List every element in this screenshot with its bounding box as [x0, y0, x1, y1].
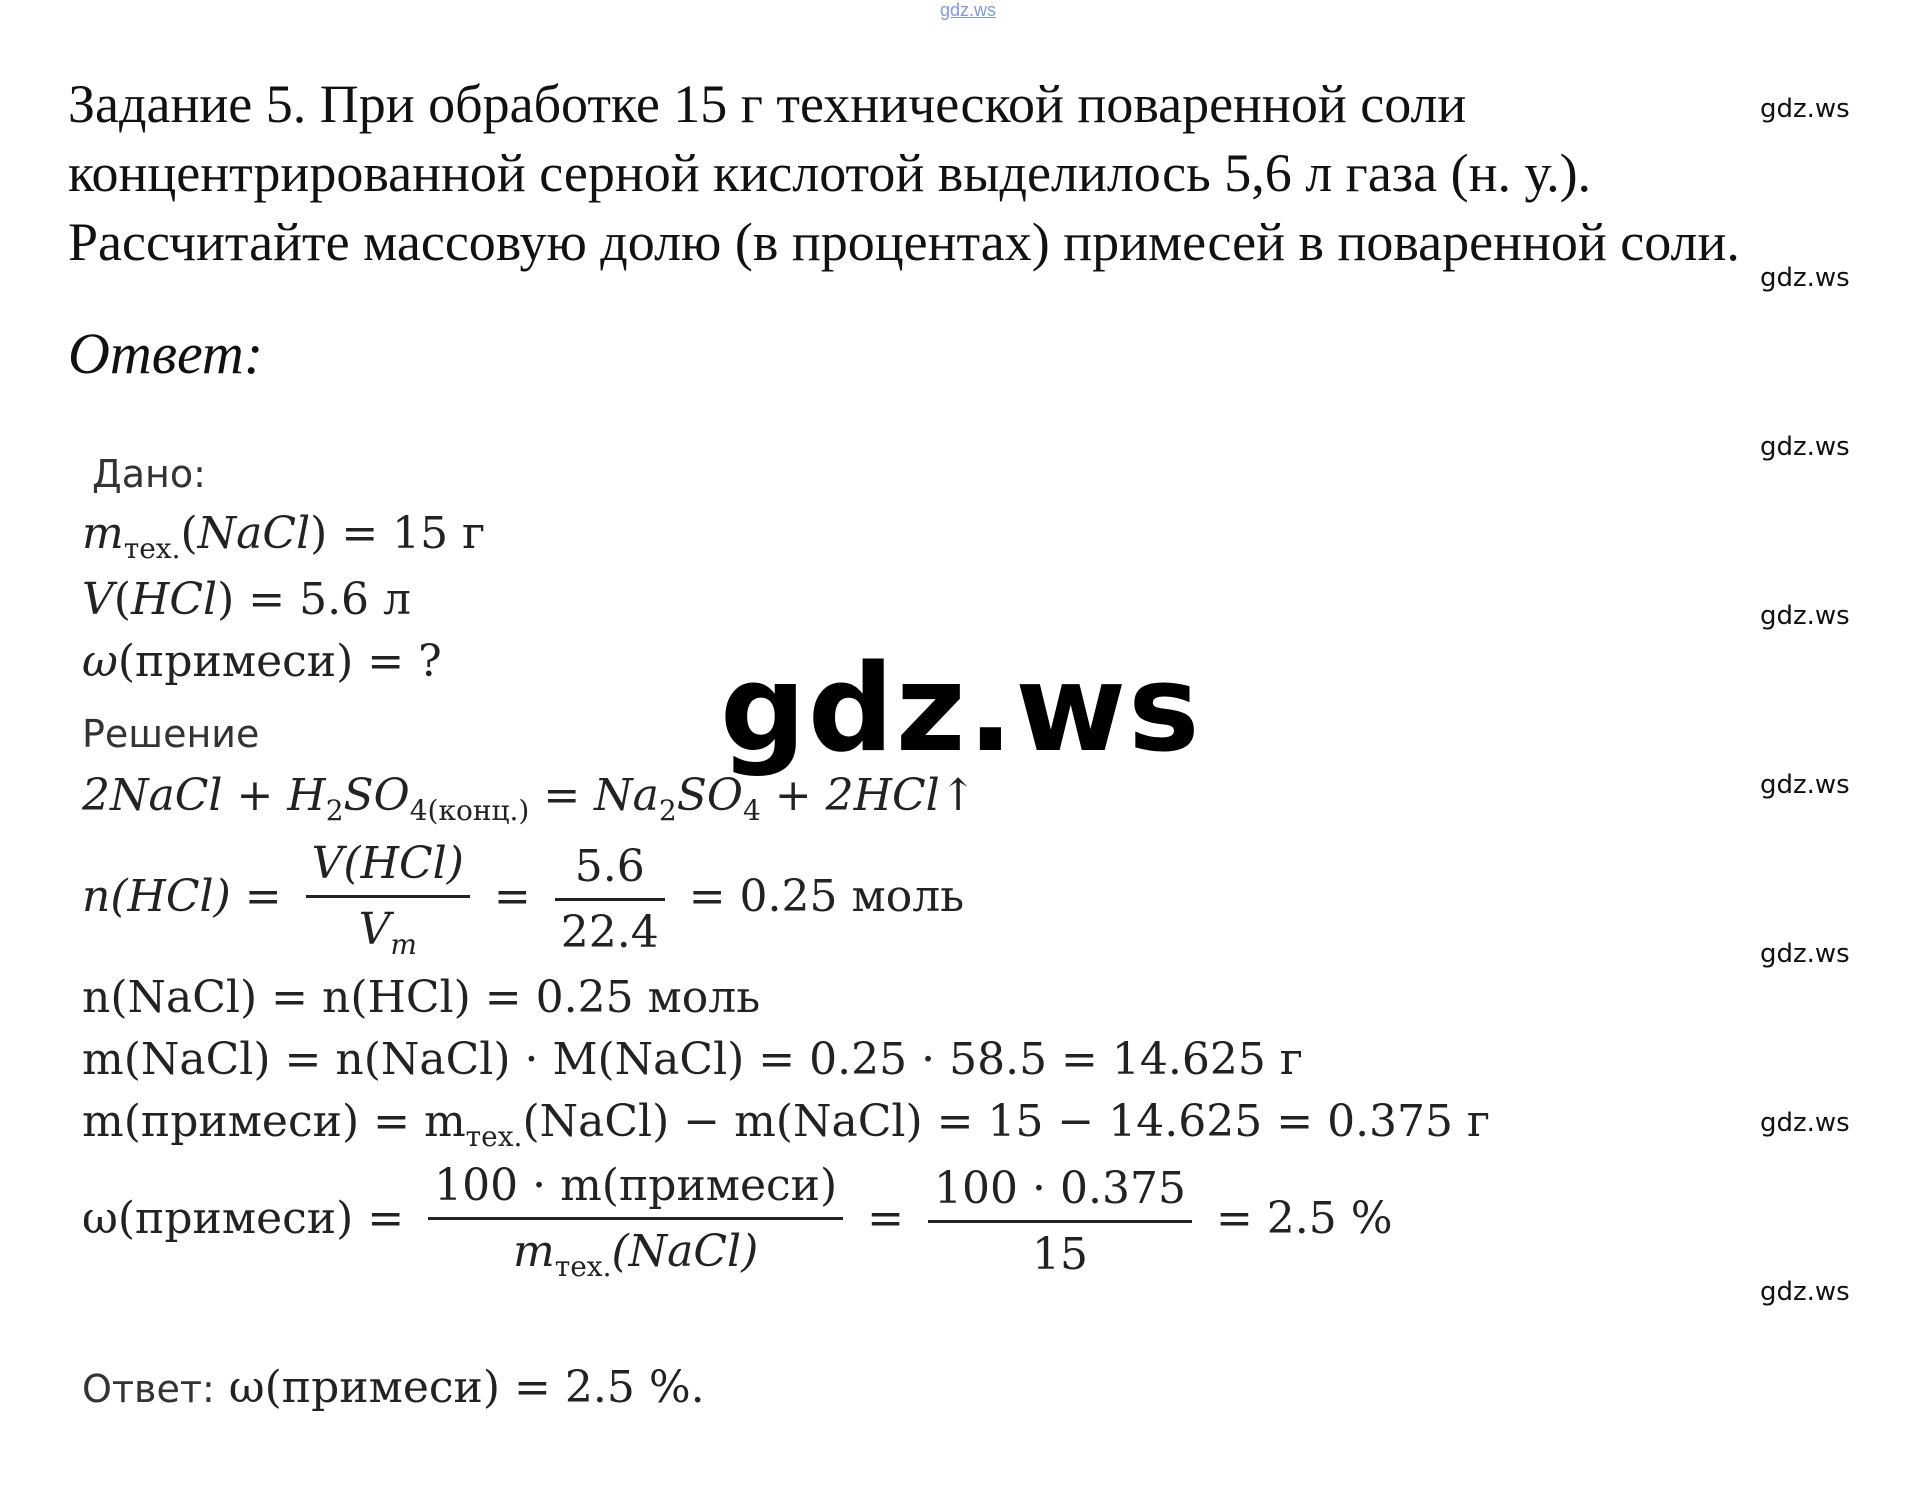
task-line-1: Задание 5. При обработке 15 г технической поваренной соли: [68, 74, 1467, 134]
task-statement: [68, 70, 1868, 277]
side-watermark: gdz.ws: [1760, 1277, 1850, 1307]
side-watermark: gdz.ws: [1760, 1108, 1850, 1138]
omega-frac1-den-tail: (NaCl): [611, 1226, 759, 1277]
n-hcl-fraction-2: [555, 841, 665, 958]
reaction-rhs3: + 2HCl↑: [760, 770, 977, 821]
given-label: Дано:: [92, 452, 206, 496]
reaction-lhs-sub2: 4(конц.): [409, 794, 530, 827]
m-impurity-formula: [82, 1096, 1490, 1153]
omega-eq: =: [867, 1193, 905, 1244]
given-volume-hcl: V(HCl) = 5.6 л: [82, 574, 411, 625]
n-hcl-eq: =: [493, 871, 531, 922]
omega-fraction-1: [428, 1160, 843, 1283]
omega-result: = 2.5 %: [1215, 1193, 1393, 1244]
reaction-rhs1: Na: [594, 770, 659, 821]
side-watermark: gdz.ws: [1760, 601, 1850, 631]
final-answer-dot: .: [690, 1362, 705, 1413]
m-impurity-part2: (NaCl) − m(NaCl) = 15 − 14.625 = 0.375 г: [522, 1096, 1491, 1147]
m-impurity-sub: тех.: [465, 1120, 523, 1153]
omega-frac1-den-sub: тех.: [554, 1250, 612, 1283]
side-watermark: gdz.ws: [1760, 94, 1850, 124]
task-line-2: концентрированной серной кислотой выделилось 5,6 л газа (н. у.).: [68, 143, 1592, 203]
reaction-equation: [82, 770, 977, 827]
final-answer: [82, 1362, 705, 1413]
n-hcl-result: = 0.25 моль: [688, 871, 965, 922]
n-hcl-frac1-den-sub: m: [390, 928, 417, 961]
final-answer-label: Ответ:: [82, 1367, 215, 1411]
reaction-rhs2: SO: [676, 770, 743, 821]
reaction-rhs-sub2: 4: [742, 794, 761, 827]
n-hcl-frac1-den: V: [358, 904, 391, 955]
reaction-rhs-sub: 2: [658, 794, 677, 827]
m-nacl-formula: m(NaCl) = n(NaCl) · M(NaCl) = 0.25 · 58.5 = 14.625 г: [82, 1034, 1303, 1085]
n-hcl-formula: [82, 838, 964, 961]
n-hcl-frac1-num: V(HCl): [311, 838, 464, 889]
m-impurity-part1: m(примеси) = m: [82, 1096, 466, 1147]
omega-formula: [82, 1160, 1393, 1283]
side-watermark: gdz.ws: [1760, 770, 1850, 800]
answer-heading: Ответ:: [68, 321, 264, 386]
center-watermark: gdz.ws: [720, 640, 1202, 779]
n-hcl-frac2-den: 22.4: [555, 898, 665, 958]
reaction-lhs2: SO: [343, 770, 410, 821]
solution-label: Решение: [82, 712, 260, 756]
reaction-lhs1: 2NaCl + H: [82, 770, 326, 821]
omega-frac1-num: 100 · m(примеси): [434, 1160, 838, 1211]
n-hcl-frac2-num: 5.6: [574, 841, 645, 892]
side-watermark: gdz.ws: [1760, 263, 1850, 293]
omega-lhs: ω(примеси) =: [82, 1193, 405, 1244]
side-watermark: gdz.ws: [1760, 939, 1850, 969]
n-hcl-lhs: n(HCl) =: [82, 871, 282, 922]
omega-frac2-den: 15: [928, 1220, 1192, 1280]
top-watermark: gdz.ws: [940, 0, 997, 20]
omega-fraction-2: [928, 1163, 1192, 1280]
reaction-lhs-sub: 2: [325, 794, 344, 827]
given-omega-value: = ?: [367, 636, 442, 687]
task-line-3: Рассчитайте массовую долю (в процентах) примесей в поваренной соли.: [68, 212, 1740, 272]
omega-frac2-num: 100 · 0.375: [934, 1163, 1186, 1214]
final-answer-value: ω(примеси) = 2.5 %: [228, 1362, 691, 1413]
omega-frac1-den: m: [512, 1226, 555, 1277]
n-hcl-fraction-1: [306, 838, 470, 961]
given-mass-tech: $m_{тех.}(NaCl) = 15$ г: [82, 508, 486, 565]
reaction-eq: =: [529, 770, 595, 821]
given-omega: ω(примеси) = ?: [82, 636, 442, 687]
given-volume-hcl-value: = 5.6 л: [248, 574, 411, 625]
given-mass-tech-value: = 15 г: [341, 508, 486, 559]
n-nacl-formula: n(NaCl) = n(HCl) = 0.25 моль: [82, 972, 761, 1023]
side-watermark: gdz.ws: [1760, 432, 1850, 462]
